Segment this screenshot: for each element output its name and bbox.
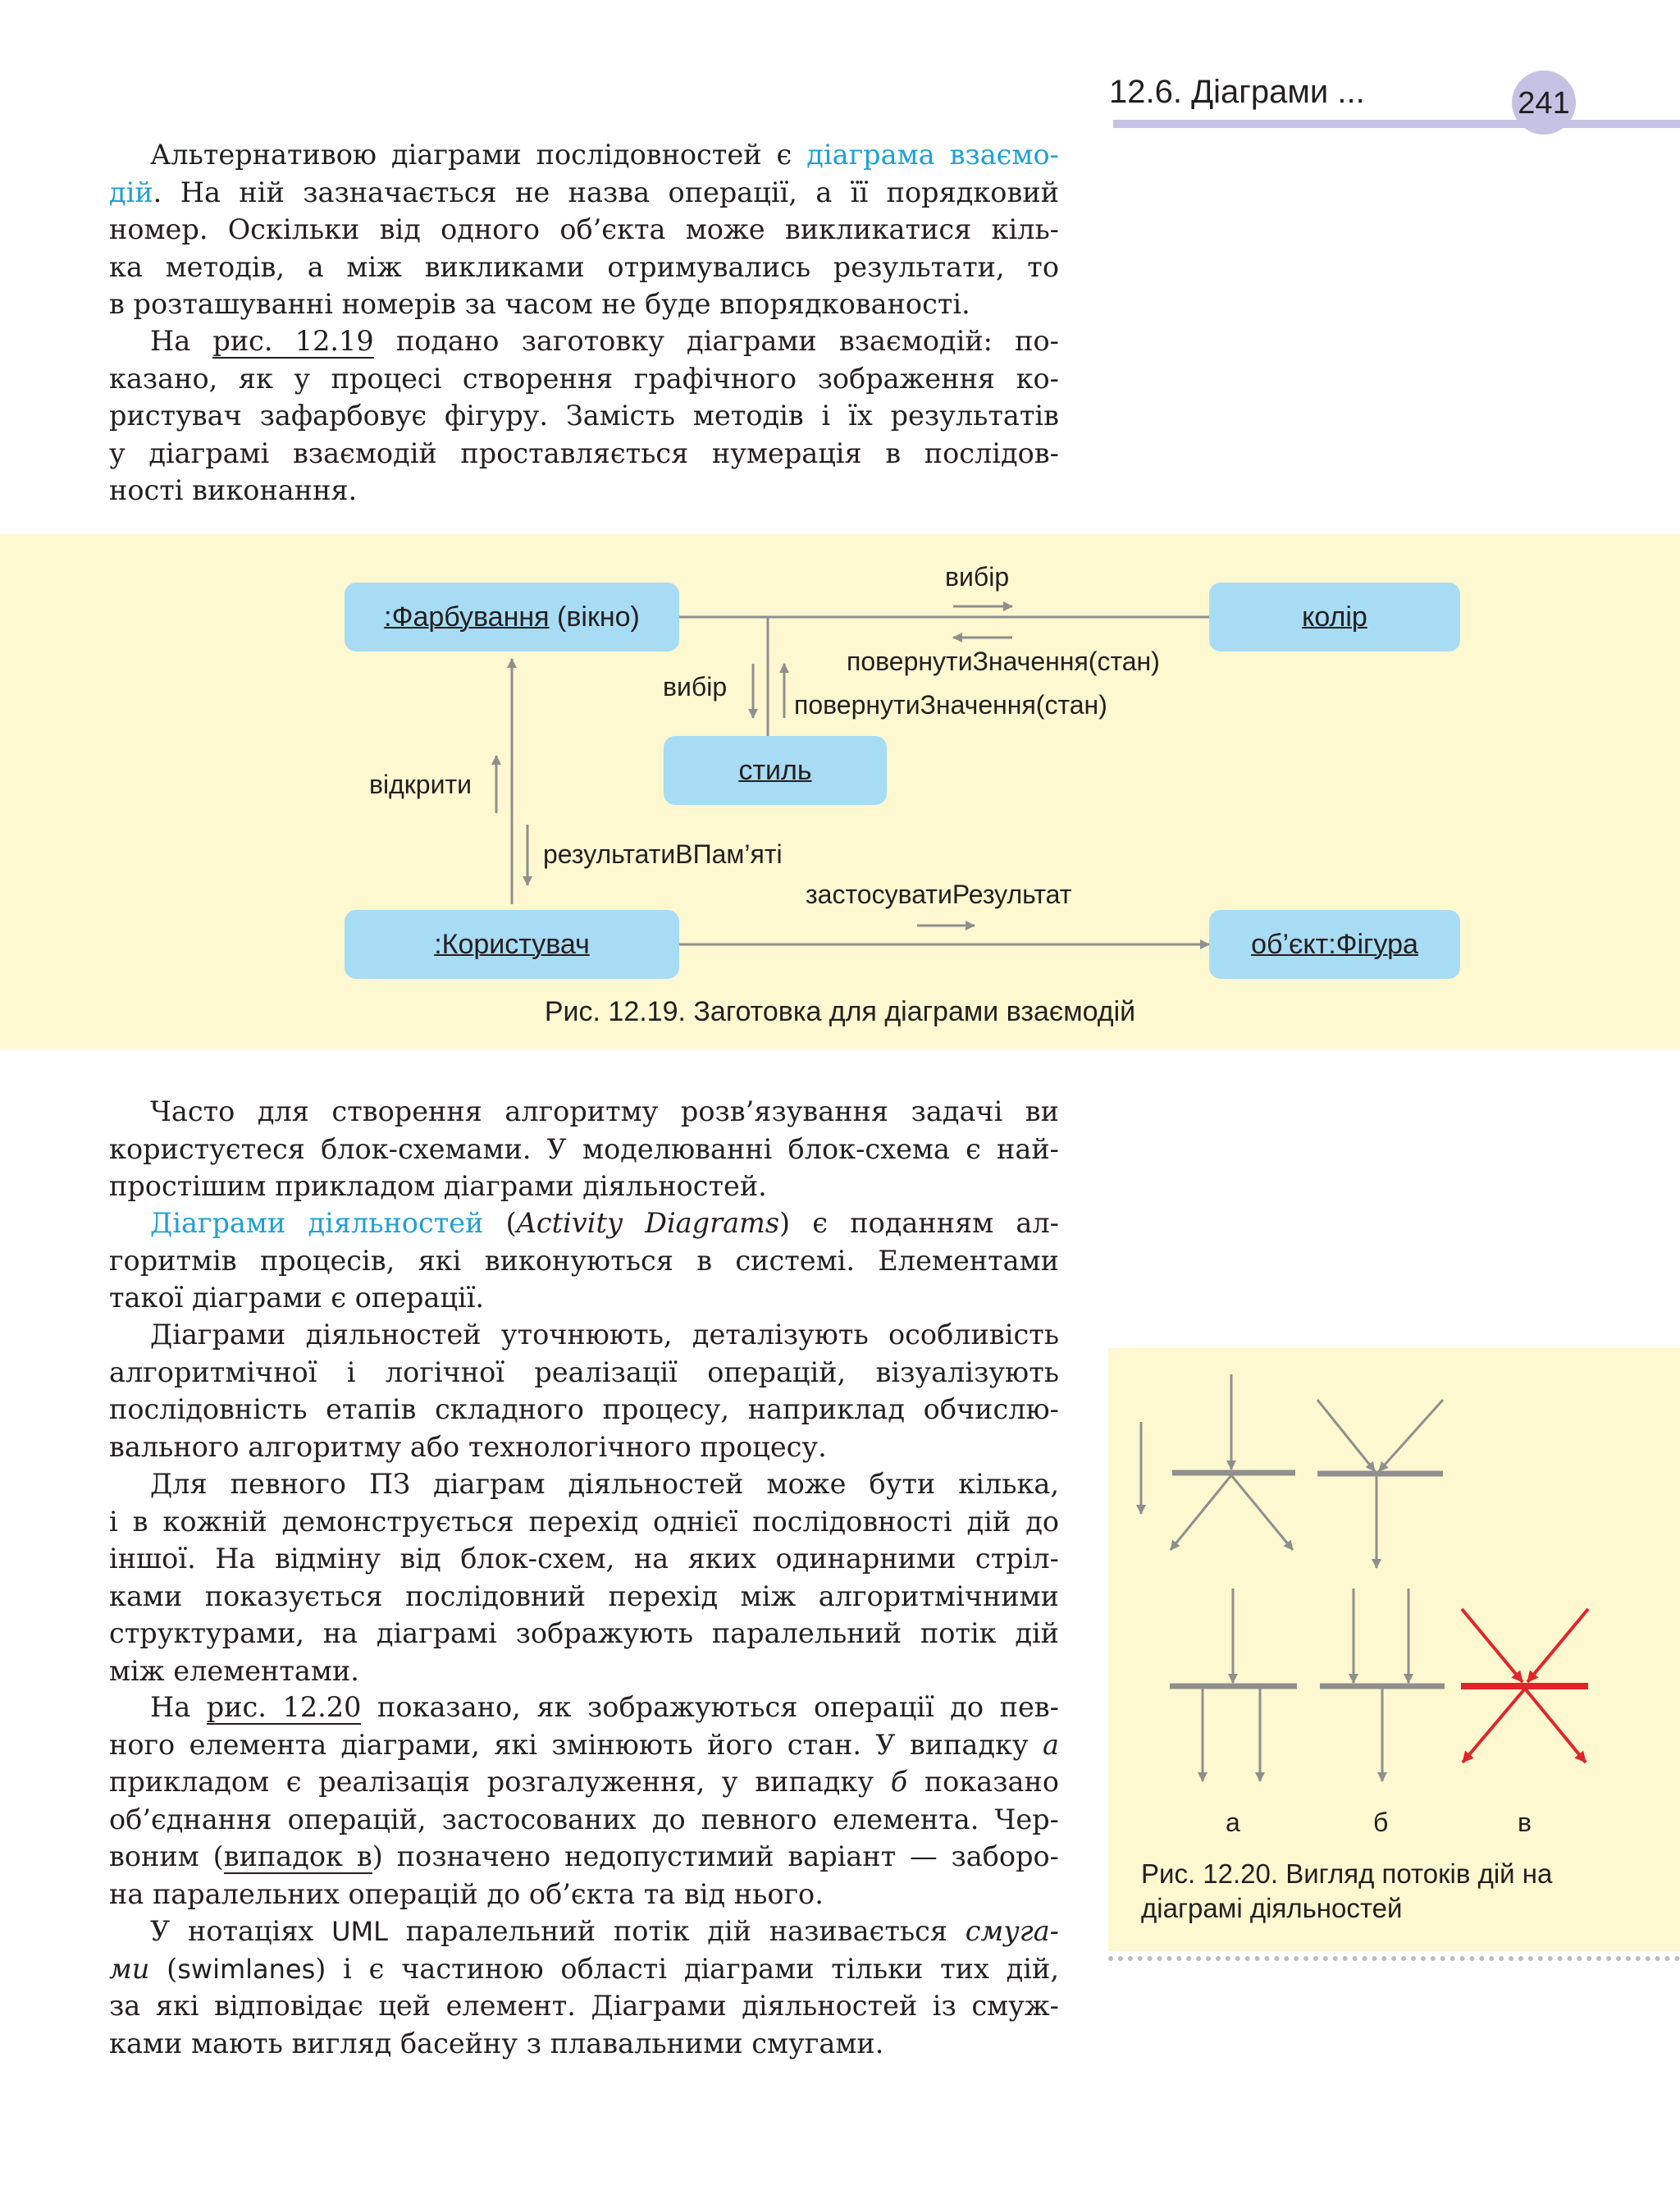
text-run: у діаграмі взаємодій проставляється нумерація в послідов- bbox=[109, 437, 1059, 469]
text-line bbox=[109, 1913, 1059, 1950]
paragraph bbox=[109, 1913, 1059, 2062]
text-line bbox=[109, 249, 1059, 286]
text-line bbox=[109, 1465, 1059, 1503]
text-line bbox=[109, 1801, 1059, 1839]
text-run: У нотаціях bbox=[150, 1915, 332, 1947]
text-run: UML bbox=[331, 1916, 388, 1947]
figure-reference: випадок в bbox=[223, 1840, 372, 1872]
label-case-c: в bbox=[1518, 1808, 1532, 1837]
text-line bbox=[109, 174, 1059, 212]
paragraph bbox=[109, 136, 1059, 323]
node-korystuvach-name: :Користувач bbox=[434, 929, 590, 960]
figure-caption-12-20 bbox=[1141, 1857, 1666, 1926]
node-farbuvannya-type: (вікно) bbox=[557, 601, 640, 633]
text-run: ) є поданням ал- bbox=[779, 1207, 1060, 1239]
figure-12-19 bbox=[0, 534, 1680, 1049]
figure-caption-12-19: Рис. 12.19. Заготовка для діаграми взаємодій bbox=[544, 996, 1136, 1027]
text-line bbox=[109, 211, 1059, 249]
paragraph bbox=[109, 1689, 1059, 1913]
text-line bbox=[109, 1726, 1059, 1764]
text-line bbox=[109, 1279, 1059, 1317]
case-c-in-arrow-right bbox=[1527, 1609, 1588, 1682]
text-run: горитмів процесів, які виконуються в системі. Елементами bbox=[109, 1244, 1059, 1277]
text-line bbox=[109, 1131, 1059, 1168]
text-run: ) позначено недопустимий варіант — заборо- bbox=[372, 1840, 1060, 1872]
text-line bbox=[109, 1204, 1059, 1242]
node-farbuvannya bbox=[345, 583, 679, 651]
text-run: ками показується послідовний перехід між алгоритмічними bbox=[109, 1579, 1059, 1612]
join-in-arrow-left bbox=[1317, 1400, 1375, 1471]
text-run: за які відповідає цей елемент. Діаграми діяльностей із смуж- bbox=[109, 1990, 1059, 2022]
text-run: показано, як зображуються операції до пев- bbox=[361, 1691, 1059, 1723]
label-case-b: б bbox=[1373, 1808, 1389, 1837]
text-line bbox=[109, 435, 1059, 473]
node-figura bbox=[1209, 910, 1460, 979]
text-line bbox=[109, 1168, 1059, 1205]
text-line bbox=[109, 1093, 1059, 1131]
label-povernuty-mid: повернутиЗначення(стан) bbox=[794, 690, 1107, 720]
text-line bbox=[109, 1652, 1059, 1690]
label-case-a: а bbox=[1226, 1808, 1240, 1837]
text-line bbox=[109, 1578, 1059, 1616]
text-line bbox=[109, 1763, 1059, 1801]
text-line bbox=[109, 1689, 1059, 1726]
text-run: а bbox=[1043, 1728, 1059, 1761]
case-c-in-arrow-left bbox=[1462, 1609, 1522, 1682]
text-run: структурами, на діаграмі зображують паралельний потік дій bbox=[109, 1617, 1059, 1649]
term-highlight: дій bbox=[109, 176, 153, 208]
text-run: такої діаграми є операції. bbox=[109, 1282, 485, 1314]
text-run: воним ( bbox=[109, 1840, 224, 1872]
text-run: . На ній зазначається не назва операції, а її порядковий bbox=[153, 176, 1059, 208]
text-run: ного елемента діаграми, які змінюють його стан. У випадку bbox=[109, 1728, 1043, 1761]
text-run: ності виконання. bbox=[109, 474, 358, 506]
text-run: ками мають вигляд басейну з плавальними смугами. bbox=[109, 2027, 884, 2059]
text-run: ( bbox=[149, 1952, 178, 1985]
label-vybir-top: вибір bbox=[945, 562, 1010, 592]
header-rule bbox=[1113, 120, 1680, 128]
text-line bbox=[109, 1950, 1059, 1988]
text-run: Діаграми діяльностей уточнюють, деталізують особливість bbox=[150, 1319, 1059, 1351]
node-kolir-name: колір bbox=[1302, 601, 1367, 633]
text-run: б bbox=[890, 1766, 908, 1798]
label-zastosuvaty: застосуватиРезультат bbox=[806, 880, 1072, 909]
text-line bbox=[109, 1428, 1059, 1466]
figure-12-20-dotted-rule bbox=[1108, 1956, 1680, 1961]
text-run: паралельний потік дій називається bbox=[387, 1915, 966, 1947]
text-run: ми bbox=[109, 1952, 150, 1985]
case-c-out-arrow-right bbox=[1525, 1689, 1586, 1762]
text-run: ( bbox=[483, 1207, 517, 1239]
text-line bbox=[109, 1242, 1059, 1280]
figure-reference: рис. 12.19 bbox=[212, 325, 374, 357]
text-line bbox=[109, 1876, 1059, 1913]
text-line bbox=[109, 136, 1059, 174]
text-run: користуєтеся блок-схемами. У моделюванні блок-схема є най- bbox=[109, 1132, 1059, 1165]
text-run: вального алгоритму або технологічного процесу. bbox=[109, 1430, 827, 1463]
section-title: 12.6. Діаграми ... bbox=[1109, 74, 1365, 110]
text-run: простішим прикладом діаграми діяльностей. bbox=[109, 1170, 767, 1202]
text-line bbox=[109, 1540, 1059, 1578]
figure-caption-12-20-line2: діаграмі діяльностей bbox=[1141, 1893, 1403, 1923]
join-in-arrow-right bbox=[1379, 1400, 1443, 1471]
figure-12-20 bbox=[1108, 1348, 1680, 1951]
text-line bbox=[109, 360, 1059, 398]
text-run: і в кожній демонструється перехід однієї послідовності дій до bbox=[109, 1505, 1059, 1538]
text-run: ка методів, а між викликами отримувались результати, то bbox=[109, 250, 1059, 283]
text-run: на паралельних операцій до об’єкта та від нього. bbox=[109, 1877, 824, 1910]
text-line bbox=[109, 2025, 1059, 2063]
term-highlight: діаграма взаємо- bbox=[806, 139, 1059, 171]
text-run: Альтернативою діаграми послідовностей є bbox=[150, 139, 807, 171]
text-line bbox=[109, 397, 1059, 435]
text-run: ) і є частиною області діаграми тільки тих дій, bbox=[315, 1952, 1059, 1985]
text-run: Activity Diagrams bbox=[516, 1207, 780, 1239]
text-line bbox=[109, 1391, 1059, 1428]
text-run: смуга- bbox=[965, 1915, 1059, 1947]
text-run: На bbox=[150, 325, 213, 357]
paragraph bbox=[109, 1093, 1059, 1205]
text-line bbox=[109, 1503, 1059, 1541]
text-run: між елементами. bbox=[109, 1654, 359, 1687]
text-line bbox=[109, 322, 1059, 360]
text-run: в розташуванні номерів за часом не буде впорядкованості. bbox=[109, 288, 970, 320]
text-run: Часто для створення алгоритму розв’язування задачі ви bbox=[150, 1095, 1059, 1127]
page-number: 241 bbox=[1518, 86, 1570, 121]
paragraph bbox=[109, 1204, 1059, 1317]
fork-out-arrow-right bbox=[1231, 1475, 1293, 1550]
label-rezultaty: результатиВПам’яті bbox=[543, 839, 783, 869]
node-styl-name: стиль bbox=[738, 755, 812, 786]
text-run: алгоритмічної і логічної реалізації операцій, візуалізують bbox=[109, 1355, 1059, 1388]
paragraph bbox=[109, 1465, 1059, 1689]
node-kolir bbox=[1209, 583, 1460, 651]
figure-caption-12-20-line1: Рис. 12.20. Вигляд потоків дій на bbox=[1141, 1858, 1553, 1889]
node-korystuvach bbox=[345, 910, 679, 979]
text-run: ристувач зафарбовує фігуру. Замість методів і їх результатів bbox=[109, 400, 1059, 432]
paragraph bbox=[109, 1316, 1059, 1465]
text-run: іншої. На відміну від блок-схем, на яких одинарними стріл- bbox=[109, 1543, 1059, 1575]
text-line bbox=[109, 286, 1059, 323]
label-povernuty-top: повернутиЗначення(стан) bbox=[847, 647, 1160, 676]
label-vybir-mid: вибір bbox=[663, 672, 728, 702]
text-line bbox=[109, 1354, 1059, 1392]
text-run: об’єднання операцій, застосованих до певного елемента. Чер- bbox=[109, 1803, 1059, 1835]
term-highlight: Діаграми діяльностей bbox=[150, 1207, 484, 1239]
text-run: подано заготовку діаграми взаємодій: по- bbox=[373, 325, 1059, 357]
paragraph bbox=[109, 322, 1059, 510]
text-line bbox=[109, 1987, 1059, 2025]
text-line bbox=[109, 1316, 1059, 1354]
node-farbuvannya-name: :Фарбування bbox=[384, 601, 550, 633]
text-line bbox=[109, 1838, 1059, 1876]
text-line bbox=[109, 472, 1059, 510]
case-c-out-arrow-left bbox=[1463, 1689, 1525, 1762]
text-run: Для певного ПЗ діаграм діяльностей може бути кілька, bbox=[150, 1468, 1059, 1500]
figure-reference: рис. 12.20 bbox=[206, 1691, 362, 1723]
node-figura-name: об’єкт:Фігура bbox=[1251, 929, 1418, 960]
text-run: прикладом є реалізація розгалуження, у випадку bbox=[109, 1766, 891, 1798]
text-run: послідовність етапів складного процесу, наприклад обчислю- bbox=[109, 1393, 1059, 1425]
text-run: казано, як у процесі створення графічного зображення ко- bbox=[109, 362, 1059, 395]
text-run: номер. Оскільки від одного об’єкта може викликатися кіль- bbox=[109, 213, 1059, 245]
text-run: swimlanes bbox=[177, 1953, 316, 1985]
fork-out-arrow-left bbox=[1171, 1475, 1231, 1550]
text-run: На bbox=[150, 1691, 207, 1723]
text-run: показано bbox=[907, 1766, 1060, 1798]
node-styl bbox=[664, 736, 887, 805]
label-vidkryty: відкрити bbox=[369, 770, 472, 799]
text-line bbox=[109, 1615, 1059, 1652]
